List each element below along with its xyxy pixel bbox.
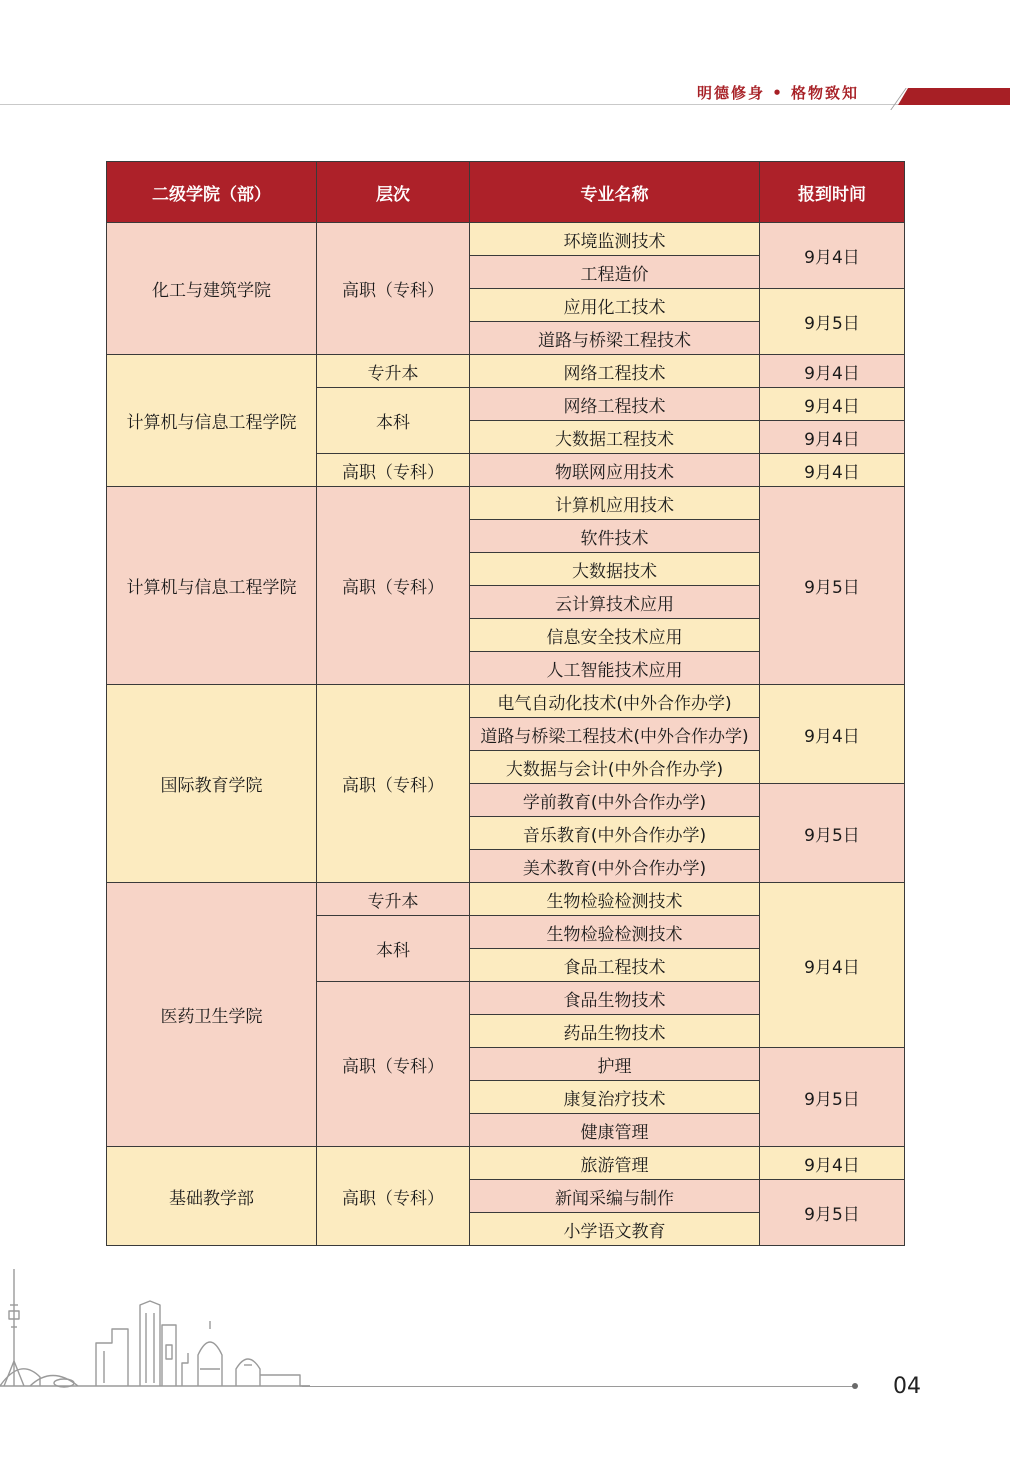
major-cell: 药品生物技术 (470, 1015, 760, 1048)
major-cell: 网络工程技术 (470, 388, 760, 421)
table-row (107, 1147, 905, 1180)
page-number: 04 (893, 1374, 921, 1399)
date-cell: 9月4日 (760, 223, 905, 289)
date-cell: 9月4日 (760, 1147, 905, 1180)
major-cell: 食品工程技术 (470, 949, 760, 982)
date-cell: 9月4日 (760, 883, 905, 1048)
header-motto: 明德修身 • 格物致知 (697, 84, 860, 102)
level-cell: 专升本 (317, 883, 470, 916)
major-cell: 大数据技术 (470, 553, 760, 586)
major-cell: 电气自动化技术(中外合作办学) (470, 685, 760, 718)
table-row (107, 487, 905, 520)
footer-rule (302, 1386, 854, 1387)
level-cell: 专升本 (317, 355, 470, 388)
major-cell: 道路与桥梁工程技术(中外合作办学) (470, 718, 760, 751)
level-cell: 高职（专科） (317, 487, 470, 685)
level-cell: 高职（专科） (317, 685, 470, 883)
major-cell: 小学语文教育 (470, 1213, 760, 1246)
header-major: 专业名称 (470, 162, 760, 223)
level-cell: 高职（专科） (317, 982, 470, 1147)
major-cell: 云计算技术应用 (470, 586, 760, 619)
major-cell: 新闻采编与制作 (470, 1180, 760, 1213)
college-cell: 计算机与信息工程学院 (107, 487, 317, 685)
header-red-bar (908, 88, 1010, 105)
level-cell: 高职（专科） (317, 223, 470, 355)
date-cell: 9月4日 (760, 685, 905, 784)
major-cell: 食品生物技术 (470, 982, 760, 1015)
date-cell: 9月4日 (760, 421, 905, 454)
date-cell: 9月5日 (760, 1048, 905, 1147)
header-rule (0, 104, 908, 105)
date-cell: 9月5日 (760, 487, 905, 685)
major-cell: 网络工程技术 (470, 355, 760, 388)
major-cell: 大数据与会计(中外合作办学) (470, 751, 760, 784)
major-cell: 生物检验检测技术 (470, 916, 760, 949)
registration-schedule-table (106, 161, 905, 1246)
college-cell: 计算机与信息工程学院 (107, 355, 317, 487)
major-cell: 音乐教育(中外合作办学) (470, 817, 760, 850)
header-level: 层次 (317, 162, 470, 223)
college-cell: 医药卫生学院 (107, 883, 317, 1147)
level-cell: 高职（专科） (317, 454, 470, 487)
major-cell: 旅游管理 (470, 1147, 760, 1180)
level-cell: 本科 (317, 388, 470, 454)
table-header-row (107, 162, 905, 223)
college-cell: 基础教学部 (107, 1147, 317, 1246)
table-row (107, 685, 905, 718)
header-date: 报到时间 (760, 162, 905, 223)
major-cell: 康复治疗技术 (470, 1081, 760, 1114)
college-cell: 国际教育学院 (107, 685, 317, 883)
major-cell: 应用化工技术 (470, 289, 760, 322)
date-cell: 9月5日 (760, 784, 905, 883)
major-cell: 信息安全技术应用 (470, 619, 760, 652)
major-cell: 护理 (470, 1048, 760, 1081)
footer-dot (852, 1383, 858, 1389)
major-cell: 环境监测技术 (470, 223, 760, 256)
table-row (107, 355, 905, 388)
level-cell: 高职（专科） (317, 1147, 470, 1246)
header-college: 二级学院（部） (107, 162, 317, 223)
major-cell: 人工智能技术应用 (470, 652, 760, 685)
date-cell: 9月5日 (760, 1180, 905, 1246)
major-cell: 软件技术 (470, 520, 760, 553)
table-row (107, 223, 905, 256)
major-cell: 物联网应用技术 (470, 454, 760, 487)
major-cell: 生物检验检测技术 (470, 883, 760, 916)
level-cell: 本科 (317, 916, 470, 982)
date-cell: 9月4日 (760, 355, 905, 388)
major-cell: 道路与桥梁工程技术 (470, 322, 760, 355)
major-cell: 学前教育(中外合作办学) (470, 784, 760, 817)
table-row (107, 883, 905, 916)
major-cell: 大数据工程技术 (470, 421, 760, 454)
date-cell: 9月5日 (760, 289, 905, 355)
major-cell: 计算机应用技术 (470, 487, 760, 520)
major-cell: 健康管理 (470, 1114, 760, 1147)
college-cell: 化工与建筑学院 (107, 223, 317, 355)
city-skyline-illustration (0, 1265, 310, 1390)
date-cell: 9月4日 (760, 388, 905, 421)
major-cell: 工程造价 (470, 256, 760, 289)
date-cell: 9月4日 (760, 454, 905, 487)
major-cell: 美术教育(中外合作办学) (470, 850, 760, 883)
